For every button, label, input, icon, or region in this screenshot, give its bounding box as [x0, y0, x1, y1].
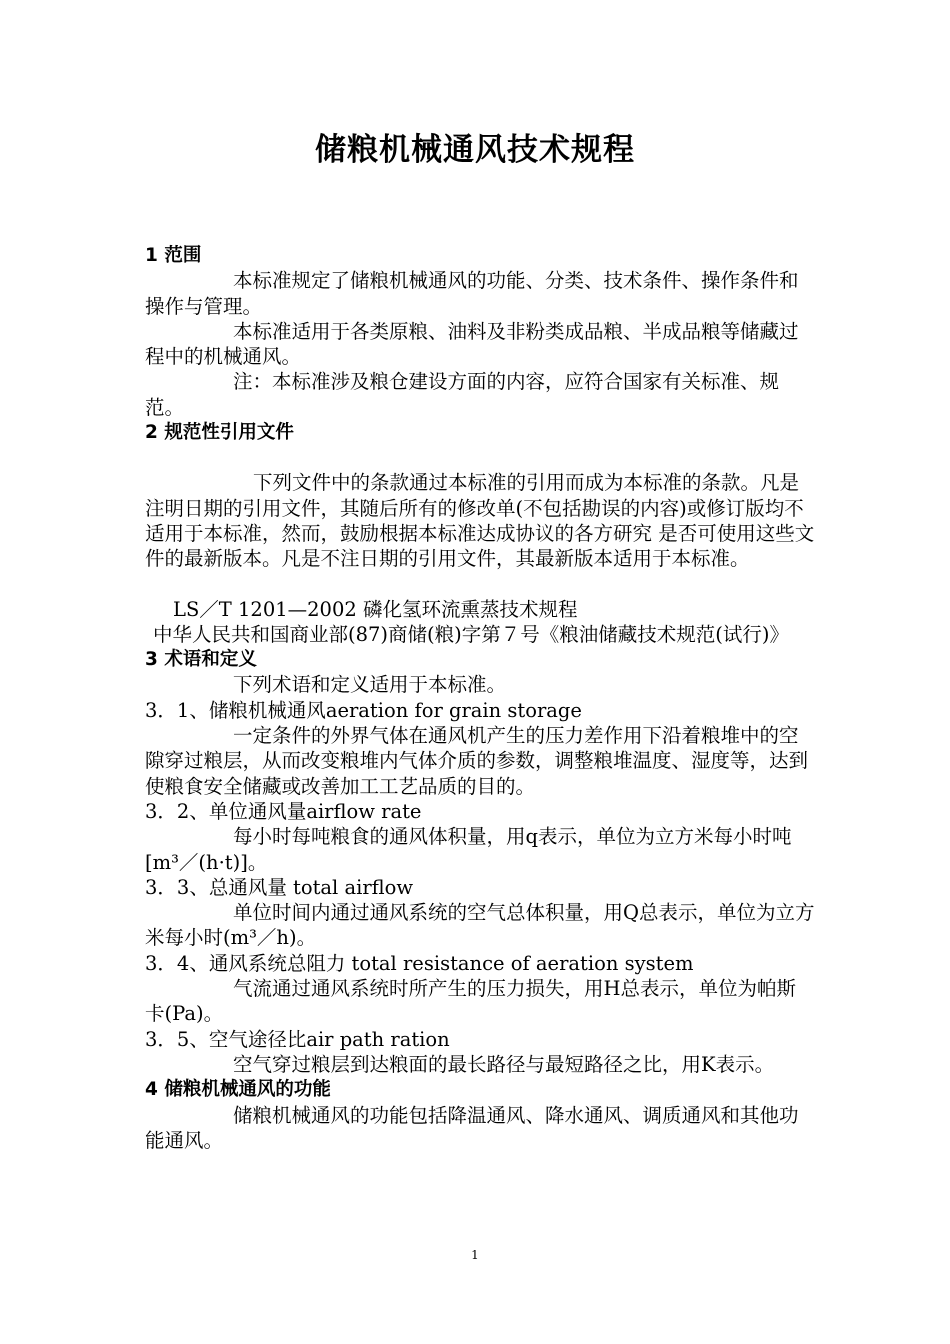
reference-item: 中华人民共和国商业部(87)商储(粮)字第７号《粮油储藏技术规范(试行)》 — [153, 622, 789, 646]
paragraph: 本标准适用于各类原粮、油料及非粉类成品粮、半成品粮等储藏过程中的机械通风。 — [145, 319, 799, 369]
definition-term: 3．4、通风系统总阻力 total resistance of aeration system — [145, 951, 694, 975]
paragraph: 每小时每吨粮食的通风体积量，用q表示，单位为立方米每小时吨[m³／(h·t)]。 — [145, 825, 792, 874]
note-paragraph: 注：本标准涉及粮仓建设方面的内容，应符合国家有关标准、规范。 — [145, 370, 780, 419]
definition-term: 3．5、空气途径比air path ration — [145, 1027, 450, 1051]
spacer — [145, 572, 815, 597]
document-title: 储粮机械通风技术规程 — [315, 132, 635, 168]
paragraph: 下列术语和定义适用于本标准。 — [233, 673, 507, 697]
definition-term: 3．3、总通风量 total airflow — [145, 875, 414, 899]
section-heading: 1 范围 — [145, 245, 202, 266]
section-heading: 2 规范性引用文件 — [145, 422, 294, 444]
paragraph: 本标准规定了储粮机械通风的功能、分类、技术条件、操作条件和操作与管理。 — [145, 269, 799, 318]
paragraph: 气流通过通风系统时所产生的压力损失，用H总表示，单位为帕斯卡(Pa)。 — [145, 977, 797, 1026]
spacer — [145, 445, 815, 470]
definition-term: 3．2、单位通风量airflow rate — [145, 799, 422, 823]
definition-term: 3．1、储粮机械通风aeration for grain storage — [145, 698, 582, 722]
reference-item: LS／T 1201—2002 磷化氢环流熏蒸技术规程 — [173, 597, 578, 621]
page-number: 1 — [471, 1248, 479, 1262]
paragraph: 单位时间内通过通风系统的空气总体积量，用Q总表示，单位为立方米每小时(m³／h)。 — [145, 901, 815, 950]
section-heading: 3 术语和定义 — [145, 649, 257, 671]
section-heading: 4 储粮机械通风的功能 — [145, 1079, 331, 1101]
paragraph: 空气穿过粮层到达粮面的最长路径与最短路径之比，用K表示。 — [233, 1052, 775, 1076]
paragraph: 下列文件中的条款通过本标准的引用而成为本标准的条款。凡是注明日期的引用文件，其随后所有的修改单(不包括勘误的内容)或修订版均不适用于本标准，然而，鼓励根据本标准达成协议的各方研究 是否可使用这些文件的最新版本。凡是不注日期的引用文件，其最新版本适用于本标准。 — [145, 471, 815, 571]
document-body — [145, 243, 815, 1153]
paragraph: 一定条件的外界气体在通风机产生的压力差作用下沿着粮堆中的空隙穿过粮层，从而改变粮堆内气体介质的参数，调整粮堆温度、湿度等，达到使粮食安全储藏或改善加工工艺品质的目的。 — [145, 724, 809, 798]
paragraph: 储粮机械通风的功能包括降温通风、降水通风、调质通风和其他功能通风。 — [145, 1103, 799, 1152]
